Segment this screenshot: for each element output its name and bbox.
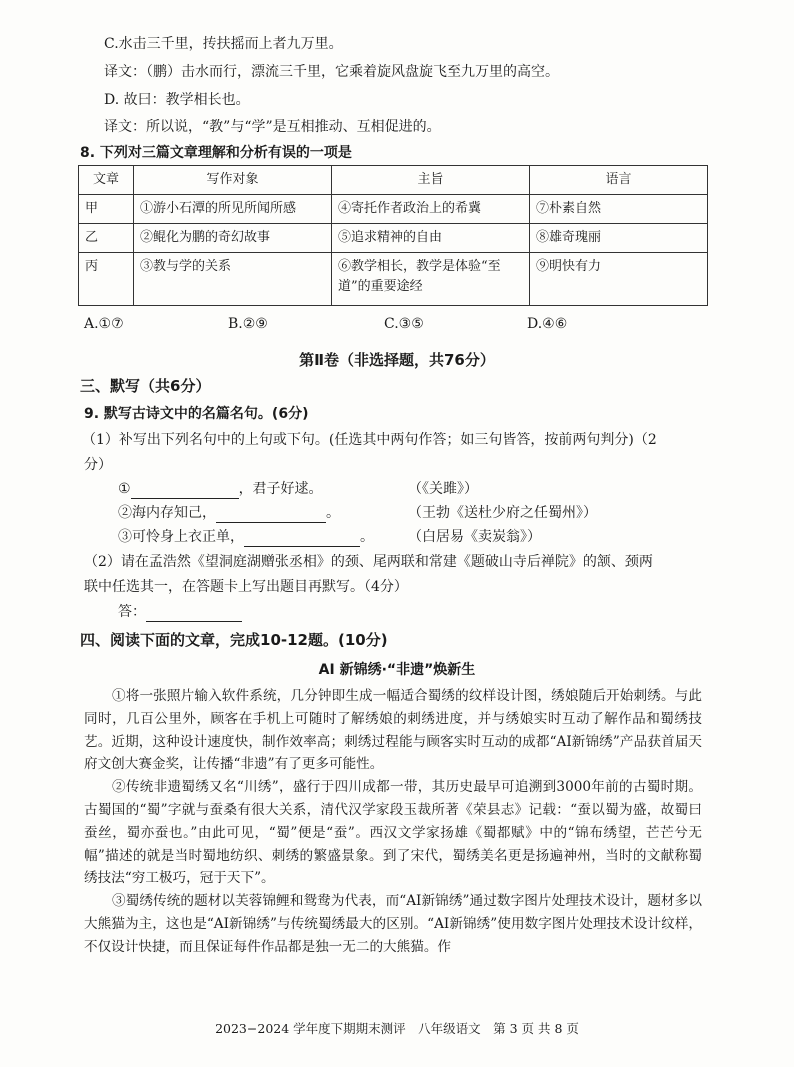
question-9-2-line1: （2）请在孟浩然《望洞庭湖赠张丞相》的颈、尾两联和常建《题破山寺后禅院》的颔、颈两 xyxy=(84,554,653,570)
table-header-cell: 写作对象 xyxy=(134,166,332,195)
article-title: AI 新锦绣·“非遗”焕新生 xyxy=(318,662,476,678)
page-footer: 2023−2024 学年度下期期末测评 八年级语文 第 3 页 共 8 页 xyxy=(215,1021,579,1036)
fill-item-3-source: （白居易《卖炭翁》） xyxy=(408,529,541,545)
answer-blank-1[interactable] xyxy=(131,482,239,499)
table-row xyxy=(79,195,708,224)
fill-item-2-suffix: 。 xyxy=(326,505,340,521)
table-header-cell: 主旨 xyxy=(332,166,530,195)
table-row xyxy=(79,253,708,306)
option-c-text: C.水击三千里，抟扶摇而上者九万里。 xyxy=(104,36,343,52)
answer-blank-4[interactable] xyxy=(146,605,242,622)
question-9-title: 9. 默写古诗文中的名篇名句。(6分) xyxy=(84,406,309,422)
article-paragraph-2: ②传统非遗蜀绣又名“川绣”，盛行于四川成都一带，其历史最早可追溯到3000年前的古蜀时期。古蜀国的“蜀”字就与蚕桑有很大关系，清代汉学家段玉裁所著《荣县志》记载：“蚕以蜀为盛，故蜀曰蚕丝，蜀亦蚕也。”由此可见，“蜀”便是“蚕”。西汉文学家扬雄《蜀都赋》中的“锦布绣望，芒芒兮无幅”描述的就是当时蜀地纺织、刺绣的繁盛景象。到了宋代，蜀绣美名更是扬遍神州，当时的文献称蜀绣技法“穷工极巧，冠于天下”。 xyxy=(84,779,702,887)
fill-item-1-prefix: ① xyxy=(118,481,131,497)
fill-item-1 xyxy=(118,479,323,499)
table-cell: ④寄托作者政治上的希冀 xyxy=(332,195,530,224)
answer-label: 答： xyxy=(118,604,146,620)
section-3-title: 三、默写（共6分） xyxy=(80,377,211,395)
part2-title: 第Ⅱ卷（非选择题，共76分） xyxy=(299,351,495,369)
fill-item-3 xyxy=(118,527,374,547)
article-paragraph-1: ①将一张照片输入软件系统，几分钟即生成一幅适合蜀绣的纹样设计图，绣娘随后开始刺绣。与此同时，几百公里外，顾客在手机上可随时了解绣娘的刺绣进度，并与绣娘实时互动了解作品和蜀绣技艺。近期，这种设计速度快，制作效率高；刺绣过程能与顾客实时互动的成都“AI新锦绣”产品获首届天府文创大赛金奖，让传播“非遗”有了更多可能性。 xyxy=(84,688,702,773)
choice-d: D.④⑥ xyxy=(527,316,568,332)
question-9-1-line1: （1）补写出下列名句中的上句或下句。(任选其中两句作答；如三句皆答，按前两句判分)（2 xyxy=(82,432,657,448)
table-cell: 丙 xyxy=(79,253,134,306)
table-header-row xyxy=(79,166,708,195)
answer-blank-3[interactable] xyxy=(244,530,360,547)
question-8-title: 8. 下列对三篇文章理解和分析有误的一项是 xyxy=(80,145,352,161)
fill-item-2-source: （王勃《送杜少府之任蜀州》） xyxy=(408,505,597,521)
table-header-cell: 文章 xyxy=(79,166,134,195)
article-body xyxy=(84,685,702,959)
option-d-translation: 译文：所以说，“教”与“学”是互相推动、互相促进的。 xyxy=(104,119,441,135)
question-9-2-line2: 联中任选其一，在答题卡上写出题目再默写。（4分） xyxy=(84,579,408,595)
article-paragraph-3: ③蜀绣传统的题材以芙蓉锦鲤和鸳鸯为代表，而“AI新锦绣”通过数字图片处理技术设计，题材多以大熊猫为主，这也是“AI新锦绣”与传统蜀绣最大的区别。“AI新锦绣”使用数字图片处理技术设计纹样，不仅设计快捷，而且保证每件作品都是独一无二的大熊猫。作 xyxy=(84,893,702,955)
choice-a: A.①⑦ xyxy=(84,316,124,332)
fill-item-2 xyxy=(118,503,340,523)
answer-line xyxy=(118,602,242,622)
table-cell: ⑧雄奇瑰丽 xyxy=(530,224,708,253)
table-cell: ⑦朴素自然 xyxy=(530,195,708,224)
question-9-1-line2: 分） xyxy=(84,457,112,473)
fill-item-2-prefix: ②海内存知己， xyxy=(118,505,216,521)
table-cell: ②鲲化为鹏的奇幻故事 xyxy=(134,224,332,253)
table-header-cell: 语言 xyxy=(530,166,708,195)
option-c-translation: 译文：（鹏）击水而行，漂流三千里，它乘着旋风盘旋飞至九万里的高空。 xyxy=(104,64,559,80)
fill-item-3-prefix: ③可怜身上衣正单， xyxy=(118,529,244,545)
table-row xyxy=(79,224,708,253)
table-cell: 乙 xyxy=(79,224,134,253)
option-d-text: D. 故曰：教学相长也。 xyxy=(104,92,250,108)
choice-c: C.③⑤ xyxy=(384,316,424,332)
table-cell: ①游小石潭的所见所闻所感 xyxy=(134,195,332,224)
table-cell: ⑤追求精神的自由 xyxy=(332,224,530,253)
analysis-table xyxy=(78,165,708,306)
table-cell: ⑨明快有力 xyxy=(530,253,708,306)
fill-item-1-source: （《关雎》） xyxy=(408,481,478,497)
section-4-title: 四、阅读下面的文章，完成10-12题。(10分) xyxy=(80,631,388,649)
choice-b: B.②⑨ xyxy=(228,316,268,332)
answer-blank-2[interactable] xyxy=(216,506,326,523)
fill-item-1-suffix: ，君子好逑。 xyxy=(238,481,323,497)
table-cell: ③教与学的关系 xyxy=(134,253,332,306)
fill-item-3-suffix: 。 xyxy=(360,529,374,545)
table-cell: 甲 xyxy=(79,195,134,224)
table-cell: ⑥教学相长，教学是体验“至道”的重要途经 xyxy=(332,253,530,306)
